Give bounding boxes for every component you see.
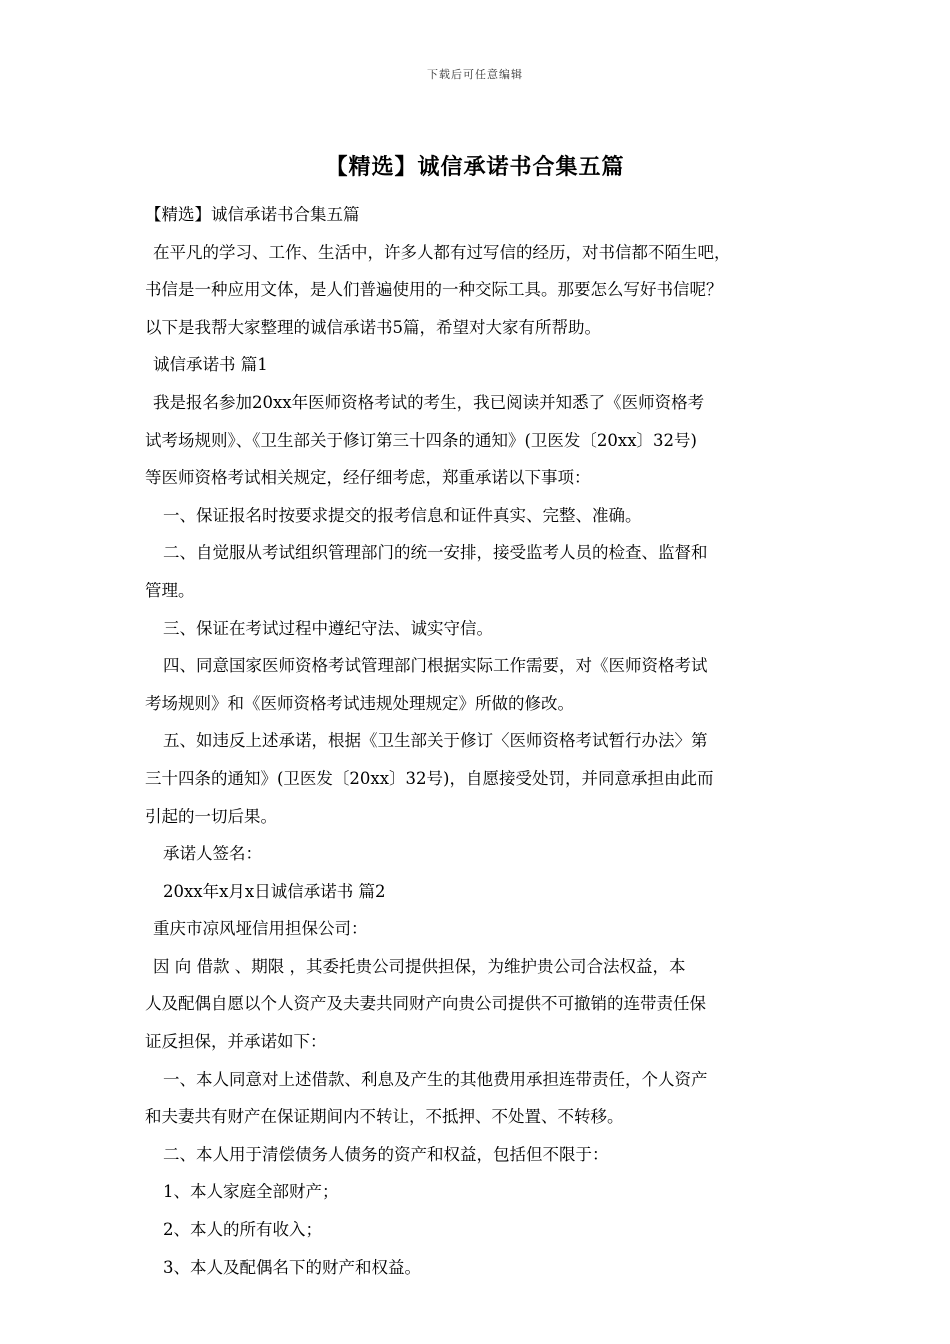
section-heading: 诚信承诺书 篇1 xyxy=(153,355,268,375)
header-note: 下载后可任意编辑 xyxy=(427,68,523,81)
paragraph-line: 一、本人同意对上述借款、利息及产生的其他费用承担连带责任，个人资产 xyxy=(163,1069,708,1089)
paragraph-line: 引起的一切后果。 xyxy=(145,806,277,826)
paragraph-line: 重庆市凉风垭信用担保公司： xyxy=(153,919,368,939)
document-body xyxy=(145,196,810,1286)
paragraph-line: 三十四条的通知》(卫医发〔20xx〕32号)，自愿接受处罚，并同意承担由此而 xyxy=(145,768,714,788)
paragraph-line: 试考场规则》、《卫生部关于修订第三十四条的通知》(卫医发〔20xx〕32号) xyxy=(145,430,697,450)
list-item: 2、本人的所有收入； xyxy=(163,1220,322,1240)
paragraph-line: 考场规则》和《医师资格考试违规处理规定》所做的修改。 xyxy=(145,693,574,713)
paragraph-line: 在平凡的学习、工作、生活中，许多人都有过写信的经历，对书信都不陌生吧， xyxy=(153,242,731,262)
list-item: 3、本人及配偶名下的财产和权益。 xyxy=(163,1257,421,1277)
paragraph-line: 一、保证报名时按要求提交的报考信息和证件真实、完整、准确。 xyxy=(163,505,642,525)
paragraph-line: 二、本人用于清偿债务人债务的资产和权益，包括但不限于： xyxy=(163,1144,609,1164)
paragraph-line: 我是报名参加20xx年医师资格考试的考生，我已阅读并知悉了《医师资格考 xyxy=(153,392,705,412)
paragraph-line: 二、自觉服从考试组织管理部门的统一安排，接受监考人员的检查、监督和 xyxy=(163,543,708,563)
paragraph-line: 以下是我帮大家整理的诚信承诺书5篇，希望对大家有所帮助。 xyxy=(145,317,601,337)
signature-line: 承诺人签名： xyxy=(163,844,262,864)
paragraph-line: 管理。 xyxy=(145,580,195,600)
paragraph-line: 三、保证在考试过程中遵纪守法、诚实守信。 xyxy=(163,618,493,638)
paragraph-line: 证反担保，并承诺如下： xyxy=(145,1032,327,1052)
paragraph-line: 书信是一种应用文体，是人们普遍使用的一种交际工具。那要怎么写好书信呢？ xyxy=(145,280,723,300)
paragraph-line: 【精选】诚信承诺书合集五篇 xyxy=(145,205,360,224)
list-item: 1、本人家庭全部财产； xyxy=(163,1182,339,1202)
paragraph-line: 等医师资格考试相关规定，经仔细考虑，郑重承诺以下事项： xyxy=(145,468,591,488)
document-title: 【精选】诚信承诺书合集五篇 xyxy=(325,154,625,180)
paragraph-line: 五、如违反上述承诺，根据《卫生部关于修订〈医师资格考试暂行办法〉第 xyxy=(163,731,708,751)
section-heading: 20xx年x月x日诚信承诺书 篇2 xyxy=(163,881,386,901)
paragraph-line: 和夫妻共有财产在保证期间内不转让，不抵押、不处置、不转移。 xyxy=(145,1107,624,1127)
paragraph-line: 因 向 借款 、期限 ，其委托贵公司提供担保，为维护贵公司合法权益，本 xyxy=(153,956,686,976)
paragraph-line: 人及配偶自愿以个人资产及夫妻共同财产向贵公司提供不可撤销的连带责任保 xyxy=(145,994,706,1014)
paragraph-line: 四、同意国家医师资格考试管理部门根据实际工作需要，对《医师资格考试 xyxy=(163,656,708,676)
